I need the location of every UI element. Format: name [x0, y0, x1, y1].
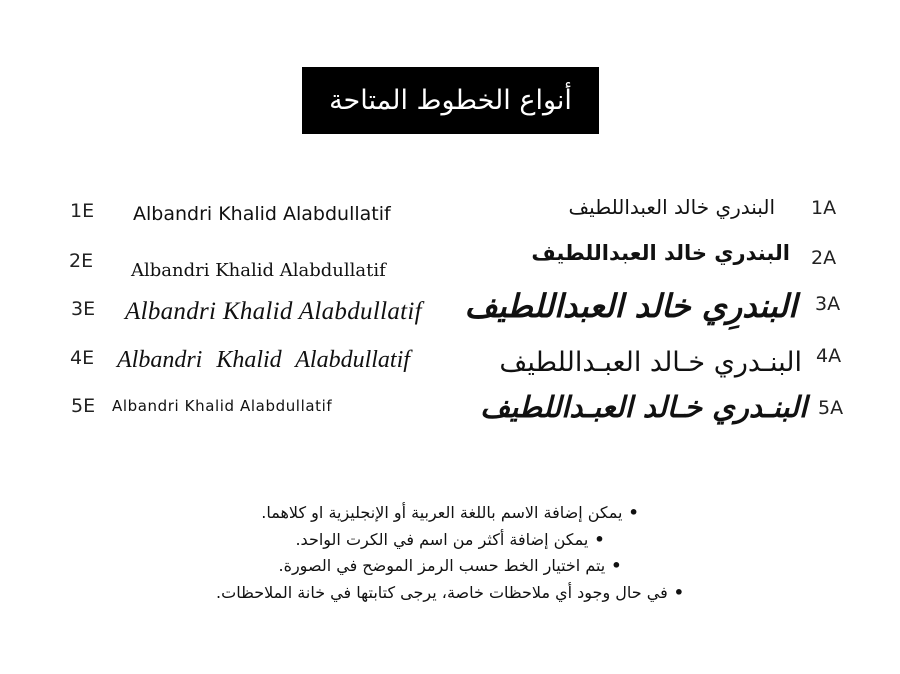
note-item [150, 500, 750, 527]
note-text: يمكن إضافة الاسم باللغة العربية أو الإنجليزية او كلاهما. [261, 503, 623, 522]
font-code-4a: 4A [816, 345, 842, 367]
arabic-font-sample-3: البندرِي خالد العبداللطيف [464, 287, 797, 325]
english-font-sample-5: Albandri Khalid Alabdullatif [112, 397, 333, 415]
english-font-sample-1: Albandri Khalid Alabdullatif [133, 203, 391, 225]
note-item [150, 527, 750, 554]
font-code-2e: 2E [69, 250, 94, 272]
note-text: يمكن إضافة أكثر من اسم في الكرت الواحد. [295, 529, 589, 549]
note-item [150, 553, 750, 580]
notes-list [150, 500, 750, 606]
bullet-icon: • [611, 556, 622, 575]
font-code-3e: 3E [71, 298, 96, 320]
arabic-font-sample-1: البندري خالد العبداللطيف [568, 195, 775, 219]
font-code-5e: 5E [71, 395, 96, 417]
bullet-icon: • [673, 582, 684, 602]
font-code-1e: 1E [70, 200, 95, 222]
font-code-1a: 1A [811, 197, 837, 219]
font-code-2a: 2A [811, 247, 837, 269]
bullet-icon: • [594, 529, 605, 549]
arabic-font-sample-2: البندري خالد العبداللطيف [531, 241, 790, 265]
note-item [150, 580, 750, 607]
page-title [302, 67, 599, 134]
note-text: يتم اختيار الخط حسب الرمز الموضح في الصورة. [278, 556, 606, 575]
note-text: في حال وجود أي ملاحظات خاصة، يرجى كتابتها في خانة الملاحظات. [216, 582, 668, 602]
page-title-text: أنواع الخطوط المتاحة [329, 85, 572, 116]
font-code-4e: 4E [70, 347, 95, 369]
english-font-sample-4: Albandri Khalid Alabdullatif [117, 347, 410, 373]
font-code-3a: 3A [815, 293, 841, 315]
bullet-icon: • [628, 503, 639, 522]
english-font-sample-2: Albandri Khalid Alabdullatif [131, 260, 386, 281]
arabic-font-sample-4: البنـدري خـالد العبـداللطيف [499, 347, 802, 378]
font-code-5a: 5A [818, 397, 844, 419]
english-font-sample-3: Albandri Khalid Alabdullatif [125, 298, 422, 325]
arabic-font-sample-5: البنـدري خـالد العبـداللطيف [480, 390, 807, 424]
